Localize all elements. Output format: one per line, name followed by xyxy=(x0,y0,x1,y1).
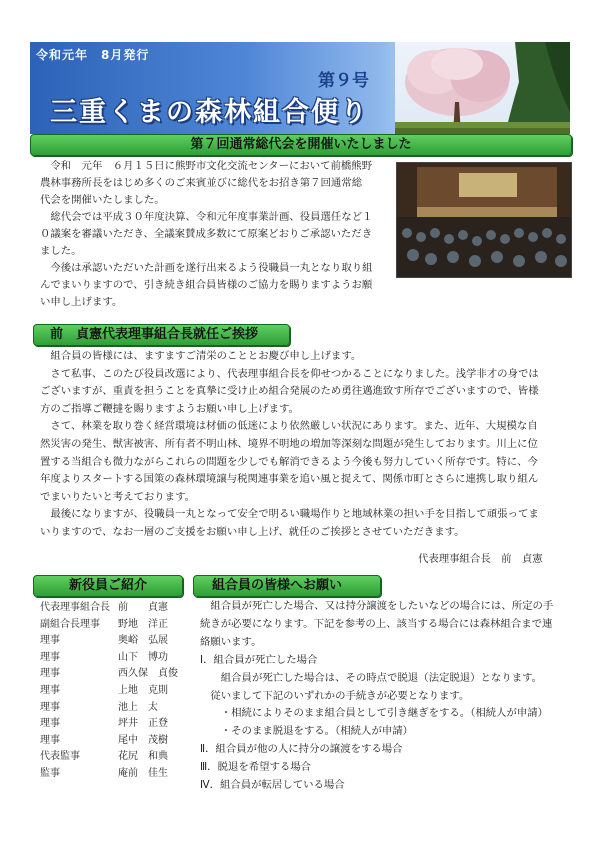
text-line: ０議案を審議いただき、全議案賛成多数にて原案どおりご承認いただき xyxy=(40,228,373,240)
officer-row xyxy=(40,700,178,717)
officer-row xyxy=(40,633,178,650)
text-line: 方のご指導ご鞭撻を賜りますようお願い申し上げます。 xyxy=(40,402,299,415)
text-line: いりますので、なお一層のご支援をお願い申し上げ、就任のご挨拶とさせていただきます。 xyxy=(40,525,465,538)
text-line: ました。 xyxy=(40,245,82,257)
section-heading-text: 第７回通常総代会を開催いたしました xyxy=(190,137,412,152)
section-heading-notice xyxy=(193,575,381,597)
text-line: 従いまして下記のいずれかの手続きが必要となります。 xyxy=(200,689,470,702)
officer-role: 理事 xyxy=(40,684,60,696)
officer-role: 理事 xyxy=(40,635,60,647)
text-line: 令和 元年 ６月１５日に熊野市文化交流センターにおいて前橋熊野 xyxy=(40,160,373,172)
text-line: んでまいりますので、引き続き組合員皆様のご協力を賜りますようお願 xyxy=(40,279,373,291)
officer-role: 理事 xyxy=(40,651,60,663)
text-line: 組合員が死亡した場合、又は持分譲渡をしたいなどの場合には、所定の手 xyxy=(200,600,554,612)
officer-name: 花尻 和典 xyxy=(118,751,168,763)
officer-role: 代表理事組合長 xyxy=(40,602,110,613)
text-line: 組合員の皆様には、ますますご清栄のこととお慶び申し上げます。 xyxy=(40,350,362,362)
officer-name: 野地 洋正 xyxy=(118,618,168,630)
officer-name: 西久保 貞俊 xyxy=(118,668,178,680)
officer-role: 理事 xyxy=(40,734,60,746)
officer-role: 理事 xyxy=(40,668,60,680)
text-line: でまいりたいと考えております。 xyxy=(40,490,196,503)
text-line: 組合員が死亡した場合は、その時点で脱退（法定脱退）となります。 xyxy=(200,671,543,684)
officer-name: 坪井 正登 xyxy=(118,718,168,730)
notice-paragraph xyxy=(200,598,572,795)
officer-row xyxy=(40,716,178,733)
officer-row xyxy=(40,617,178,634)
text-line: Ⅱ．組合員が他の人に持分の譲渡をする場合 xyxy=(200,743,403,756)
officer-name: 池上 太 xyxy=(118,701,158,713)
text-line: 年度よりスタートする国策の森林環境譲与税関連事業を追い風と捉えて、関係市町とさらに連携し取り組ん xyxy=(40,473,539,486)
newsletter-title: 三重くまの森林組合便り xyxy=(50,97,369,128)
officer-role: 監事 xyxy=(40,767,60,779)
officer-name: 上地 克則 xyxy=(118,684,168,696)
officer-role: 理事 xyxy=(40,701,60,713)
issue-date: 令和元年 8月発行 xyxy=(36,48,150,62)
signature: 代表理事組合長 前 貞憲 xyxy=(418,553,543,565)
officer-row xyxy=(40,650,178,667)
officer-name: 尾中 茂樹 xyxy=(118,734,168,746)
officer-row xyxy=(40,749,178,766)
cherry-tree-photo xyxy=(395,42,570,134)
greeting-paragraph xyxy=(40,348,570,542)
section-heading-officers xyxy=(33,575,183,597)
section-heading-text: 組合員の皆様へお願い xyxy=(212,578,343,593)
officer-row xyxy=(40,733,178,750)
officer-name: 庵前 佳生 xyxy=(118,767,168,779)
officer-row xyxy=(40,666,178,683)
officer-name: 山下 博功 xyxy=(118,651,168,663)
section-heading-text: 前 貞憲代表理事組合長就任ご挨拶 xyxy=(50,327,259,342)
text-line: 絡願います。 xyxy=(200,635,262,648)
section-heading-general-meeting xyxy=(30,134,572,156)
text-line: 最後になりますが、役職員一丸となって安全で明るい職場作りと地域林業の担い手を目指して頑張ってま xyxy=(40,508,539,521)
text-line: 今後は承認いただいた計画を遂行出来るよう役職員一丸となり取り組 xyxy=(40,262,373,274)
officer-role: 副組合長理事 xyxy=(40,618,100,630)
officer-name: 奥峪 弘展 xyxy=(118,635,168,647)
section-heading-text: 新役員ご紹介 xyxy=(68,578,147,593)
officer-row xyxy=(40,683,178,700)
text-line: 総代会では平成３０年度決算、令和元年度事業計画、役員選任など１ xyxy=(40,211,373,223)
text-line: Ⅲ．脱退を希望する場合 xyxy=(200,761,312,774)
meeting-hall-photo xyxy=(396,162,572,278)
text-line: さて、林業を取り巻く経営環境は材価の低迷により依然厳しい状況にあります。また、近年、大規模な自 xyxy=(40,420,538,433)
text-line: ・相続によりそのまま組合員として引き継ぎをする。（相続人が申請） xyxy=(200,707,549,720)
text-line: ・そのまま脱退をする。（相続人が申請） xyxy=(200,725,414,738)
officer-row xyxy=(40,600,178,617)
meeting-report-paragraph xyxy=(40,158,392,311)
officer-name: 前 貞憲 xyxy=(118,602,168,613)
officer-row xyxy=(40,766,178,783)
text-line: い申し上げます。 xyxy=(40,296,123,308)
officer-role: 理事 xyxy=(40,718,60,730)
text-line: Ⅰ．組合員が死亡した場合 xyxy=(200,653,318,666)
issue-number: 第９号 xyxy=(318,71,369,91)
text-line: さて私事、このたび役員改選により、代表理事組合長を仰せつかることになりました。浅学非才の身では xyxy=(40,367,539,380)
officer-role: 代表監事 xyxy=(40,751,80,763)
text-line: 農林事務所長をはじめ多くのご来賓並びに総代をお招き第７回通常総 xyxy=(40,177,363,189)
text-line: 続きが必要になります。下記を参考の上、該当する場合には森林組合まで連 xyxy=(200,617,553,630)
text-line: 然災害の発生、獣害被害、所有者不明山林、境界不明地の増加等深刻な問題が発生しております。川上に位 xyxy=(40,437,538,450)
section-heading-greeting xyxy=(33,324,290,346)
text-line: 置する当組合も微力ながらこれらの問題を少しでも解消できるよう今後も努力していく所存です。特に、今 xyxy=(40,455,538,468)
officers-list xyxy=(40,600,178,783)
text-line: Ⅳ．組合員が転居している場合 xyxy=(200,779,345,792)
text-line: ございますが、重責を担うことを真摯に受け止め組合発展のため勇往邁進致す所存でございますので、皆様 xyxy=(40,385,539,398)
text-line: 代会を開催いたしました。 xyxy=(40,194,165,206)
